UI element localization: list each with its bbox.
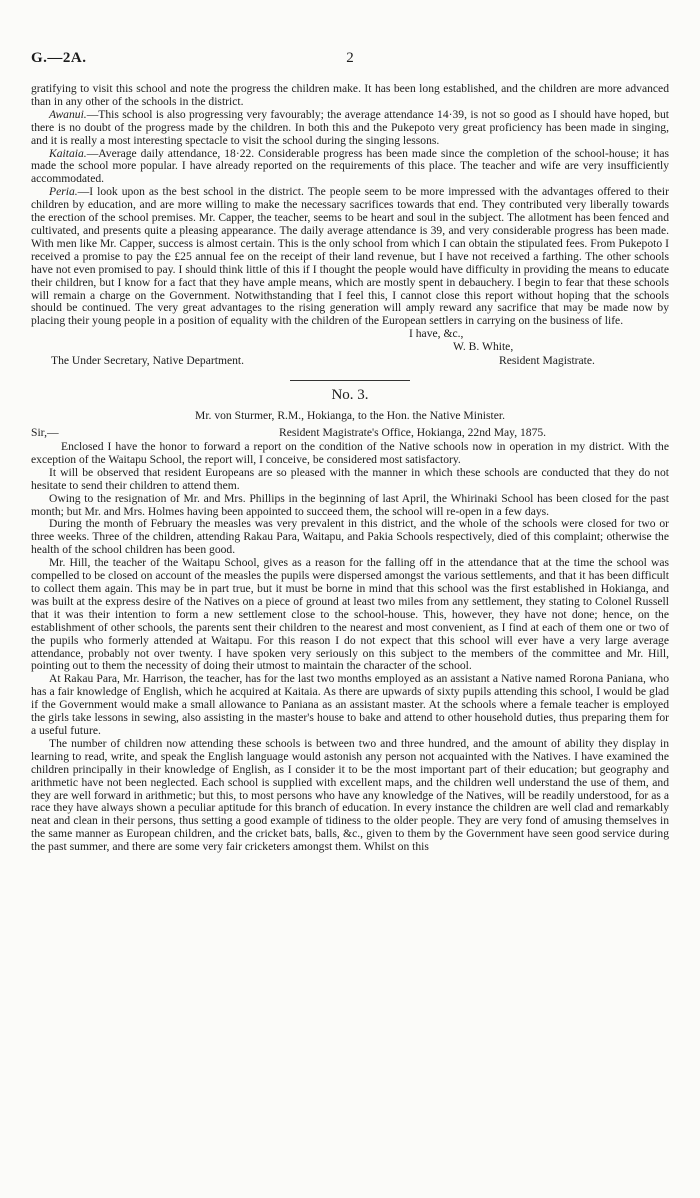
addressee: The Under Secretary, Native Department. [51,354,245,368]
signatory-title: Resident Magistrate. [499,354,595,368]
signature-block [31,328,669,368]
place-name: Awanui. [49,107,87,121]
page-number: 2 [346,50,354,66]
paragraph: Owing to the resignation of Mr. and Mrs. Phillips in the beginning of last April, the Whirinaki School has been closed for the past month; but Mr. and Mrs. Holmes having been appointed to succeed them, the school will re-open in a few days. [31,491,669,518]
paragraph: gratifying to visit this school and note the progress the children make. It has been long established, and the children are more advanced than in any other of the schools in the district. [31,82,669,108]
paragraph-text: —Average daily attendance, 18·22. Considerable progress has been made since the completion of the school-house; it has made the school more popular. I have already reported on the requirements of this place. The teacher and wife are very insufficiently accommodated. [31,146,669,186]
page-header [31,50,669,72]
salutation: Sir,— [31,426,59,440]
letter-one [31,83,669,368]
letter-heading: Mr. von Sturmer, R.M., Hokianga, to the Hon. the Native Minister. [195,409,505,423]
paragraph-kaitaia [31,148,669,187]
paragraph-peria [31,186,669,328]
paragraph-text: —I look upon as the best school in the district. The people seem to be more impressed with the advantages offered to their children by education, and are more willing to make the necessary sacrifices towards that end. They contributed very liberally towards the erection of the school premises. Mr. Capper, the teacher, seems to be heart and soul in the subject. The allotment has been fenced and cultivated, and presents quite a pleasing appearance. The daily average attendance is 39, and very considerable progress has been made. With men like Mr. Capper, success is almost certain. This is the only school from which I can obtain the stipulated fees. From Pukepoto I received a promise to pay the £25 annual fee on the receipt of their land revenue, but I have not received a farthing. The other schools have not even promised to pay. I should think little of this if I thought the people would have difficulty in providing the means to educate their children, but I know for a fact that they have ample means, which are mostly spent in debauchery. I begin to fear that these schools will remain a charge on the Government. Notwithstanding that I feel this, I cannot close this report without hoping that the schools should be continued. The very great advantages to the rising generation will amply reward any sacrifice that may be made now by placing their young people in a position of equality with the children of the European settlers in carrying on the business of life. [31,185,669,328]
page-body [31,83,669,854]
place-name: Kaitaia. [49,146,87,160]
paragraph: Enclosed I have the honor to forward a report on the condition of the Native schools now in operation in my district. With the exception of the Waitapu School, the report will, I conceive, be considered most satisfactory. [31,440,669,466]
document-id: G.—2A. [31,50,87,66]
paragraph: The number of children now attending these schools is between two and three hundred, and the amount of ability they display in learning to read, write, and speak the English language would astonish any person not acquainted with the Natives. I have examined the children principally in their knowledge of English, as I consider it to be the most important part of their education; but geography and arithmetic have not been neglected. Each school is supplied with excellent maps, and the children well understand the use of them, and they are well forward in arithmetic; but this, to most persons who have any knowledge of the Natives, will be readily understood, for as a race they have always shown a peculiar aptitude for this branch of education. In every instance the children are well clad and remarkably neat and clean in their persons, thus setting a good example of tidiness to the older people. They are very fond of amusing themselves in the same manner as European children, and the cricket bats, balls, &c., given to them by the Government have seen good service during the past summer, and there are some very fair cricketers amongst them. Whilst on this [31,736,669,854]
paragraph: Mr. Hill, the teacher of the Waitapu School, gives as a reason for the falling off in the attendance that at the time the school was compelled to be closed on account of the measles the pupils were dispersed amongst the various settlements, and that it has been difficult to collect them again. This may be in part true, but it must be borne in mind that this school was the first established in Hokianga, and was built at the express desire of the Natives on a piece of ground at least two miles from any settlement, they stating to Colonel Russell that it was their intention to form a new settlement close to the school-house. This, however, they have not done; hence, on the establishment of other schools, the parents sent their children to the nearest and most convenient, as I find at each of them one or two of the pupils who formerly attended at Waitapu. For this reason I do not expect that this school will ever have a very large average attendance, probably not over twenty. I have spoken very seriously on this subject to the members of the committee and Mr. Hill, pointing out to them the necessity of doing their utmost to maintain the character of the school. [31,556,669,673]
place-name: Peria. [49,185,78,199]
closing: I have, &c., [409,327,464,341]
signature: W. B. White, [453,340,514,354]
salutation-line [31,427,669,441]
paragraph: During the month of February the measles was very prevalent in this district, and the whole of the schools were closed for two or three weeks. Three of the children, attending Rakau Para, Waitapu, and Pakia Schools respectively, died of this complaint; otherwise the health of the school children has been good. [31,517,669,557]
section-divider [290,380,410,381]
paragraph: At Rakau Para, Mr. Harrison, the teacher, has for the last two months employed as an assistant a Native named Rorona Paniana, who has a fair knowledge of English, which he acquired at Kaitaia. As there are upwards of sixty pupils attending this school, I would be glad if the Government would make a small allowance to Paniana as an assistant master. At the schools where a female teacher is employed the girls take lessons in sewing, also assisting in the master's house to bake and attend to other household duties, thus preparing them for a useful future. [31,672,669,737]
paragraph: It will be observed that resident Europeans are so pleased with the manner in which these schools are conducted that they do not hesitate to send their children to attend them. [31,465,669,492]
letter-number: No. 3. [331,387,369,404]
paragraph-awanui [31,109,669,148]
letter-two [31,389,669,854]
sender-address: Resident Magistrate's Office, Hokianga, 22nd May, 1875. [279,426,547,440]
paragraph-text: —This school is also progressing very favourably; the average attendance 14·39, is not so good as I should have hoped, but there is no doubt of the progress made by the children. In both this and the Pukepoto very great proficiency has been made in singing, and it is really a most interesting spectacle to visit the school during the singing lessons. [31,107,669,147]
